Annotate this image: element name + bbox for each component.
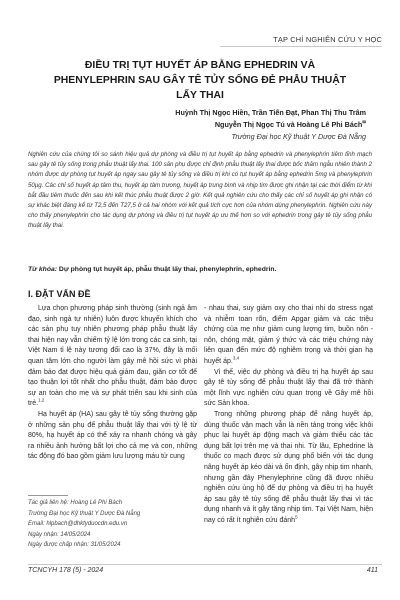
- paragraph-text: Trong những phương pháp để nâng huyết áp, dùng thuốc vận mạch vẫn là nền tảng trong việc khôi phục lại huyết áp động mạch và giảm thiểu các tác dụng bất lợi trên mẹ và thai nhi. Từ lâu, Ephedrine là thuốc co mạch được sử dụng phổ biến với tác dụng nâng huyết áp kéo dài và ổn định, gây nhịp tim nhanh, nhưng gần đây Phenylephrine cũng đã được nhiều nghiên cứu ủng hộ để dự phòng và điều trị hạ huyết áp sau gây tê tủy sống để phẫu thuật lấy thai vì tác dụng nhanh và ít gây tăng nhịp tim. Tại Việt Nam, hiện nay có rất ít nghiên cứu đánh: [204, 410, 373, 524]
- citation-ref: 3,4: [232, 355, 240, 361]
- header-divider: [220, 46, 382, 47]
- body-column-left: [28, 304, 197, 491]
- author-affiliation: Trường Đại học Kỹ thuật Y Dược Đà Nẵng: [231, 132, 366, 141]
- paragraph-text: - nhau thai, suy giảm oxy cho thai nhi do stress ngạt và nhiễm toan rõn, điểm Apgar giảm và các triệu chứng của mẹ như giảm cung lượng tim, buồn nôn - nôn, chóng mặt, giảm ý thức và các triệu chứng này liên quan đến mức độ nghiêm trọng và thời gian hạ huyết áp.: [204, 305, 373, 365]
- title-line: PHENYLEPHRIN SAU GÂY TÊ TỦY SỐNG ĐẺ PHẪU THUẬT: [53, 75, 347, 86]
- note-line: Email: hlpbach@dhktyduocdn.edu.vn: [28, 521, 128, 528]
- paragraph: [204, 304, 373, 368]
- author-list: [175, 107, 366, 131]
- page-number: 411: [366, 567, 378, 574]
- title-line: LẤY THAI: [176, 90, 224, 101]
- section-heading: I. ĐẶT VẤN ĐỀ: [28, 289, 91, 299]
- note-line: Tác giả liên hệ: Hoàng Lê Phi Bách: [28, 500, 123, 506]
- citation-ref: 1,2: [38, 398, 45, 404]
- corresponding-author-icon: ✉: [362, 119, 366, 125]
- footer-divider: [28, 564, 382, 565]
- correspondence-notes: [28, 498, 197, 551]
- author-line-1: Huỳnh Thị Ngọc Hiền, Trần Tiến Đạt, Phan Thị Thu Trâm: [175, 108, 366, 117]
- note-line: Trường Đại học Kỹ thuật Y Dược Đà Nẵng: [28, 510, 141, 517]
- body-column-right: [204, 304, 373, 578]
- abstract-text: Nghiên cứu của chúng tôi so sánh hiệu quả dự phòng và điều trị tụt huyết áp bằng ephedrin và phenylephrin tiêm tĩnh mạch sau gây tê tủy sống trong phẫu thuật lấy thai. 100 sản phụ được chỉ định phẫu thuật lấy thai được bốc thăm ngẫu nhiên thành 2 nhóm được dự phòng tụt huyết áp ngay sau gây tê tủy sống và điều trị khi có tụt huyết áp bằng ephedrin 5mg và phenylephrin 50µg. Các chỉ số huyết áp tâm thu, huyết áp tâm trương, huyết áp trung bình và nhịp tim được ghi nhận tại các thời điểm từ khi bắt đầu tiêm thuốc đến sau khi kết thúc phẫu thuật được 2 giờ. Kết quả nghiên cứu cho thấy các chỉ số huyết áp ghi nhận có sự khác biệt đáng kể từ T2,5 đến T27,5 ở cả hai nhóm với kết quả tích cực hơn của nhóm dùng phenylephrin. Nghiên cứu này cho thấy phenylephrin cho tác dụng dự phòng và điều trị tụt huyết áp ưu thế hơn so với ephedrin trong gây tê tủy sống phẫu thuật lấy thai.: [28, 151, 372, 230]
- paragraph: Hạ huyết áp (HA) sau gây tê tủy sống thường gặp ở những sản phụ để phẫu thuật lấy thai với tỷ lệ từ 80%, hạ huyết áp có thể xảy ra nhanh chóng và gây ra nhiều ảnh hưởng bất lợi cho cả mẹ và con, những tác động đó bao gồm giảm lưu lượng máu tử cung: [28, 410, 197, 461]
- paragraph: Vì thế, việc dự phòng và điều trị hạ huyết áp sau gây tê tủy sống để phẫu thuật lấy thai đã trở thành một lĩnh vực nghiên cứu quan trọng về Gây mê hồi sức Sản khoa.: [204, 368, 373, 408]
- title-line: ĐIỀU TRỊ TỤT HUYẾT ÁP BẰNG EPHEDRIN VÀ: [84, 60, 316, 71]
- journal-issue: TCNCYH 178 (5) - 2024: [28, 567, 104, 574]
- author-line-2-text: Nguyễn Thị Ngọc Tú và Hoàng Lê Phi Bách: [214, 120, 363, 129]
- note-line: Ngày được chấp nhận: 31/05/2024: [28, 542, 121, 549]
- footnote-divider: [28, 495, 68, 496]
- journal-section-header: TẠP CHÍ NGHIÊN CỨU Y HỌC: [273, 35, 382, 44]
- paragraph: [28, 304, 197, 410]
- author-line-2: [175, 119, 366, 131]
- citation-ref: 5: [295, 514, 298, 520]
- keywords: [28, 265, 372, 275]
- note-line: Ngày nhận: 14/05/2024: [28, 531, 91, 538]
- paragraph: [204, 410, 373, 527]
- article-title: [28, 58, 372, 103]
- paragraph-text: Lựa chọn phương pháp sinh thường (sinh ngả âm đạo, sinh ngả tự nhiên) luôn được khuyến khích cho các sản phụ tuy nhiên phương pháp phẫu thuật lấy thai hiện nay vẫn chiếm tỷ lệ lớn trong các ca sinh, tại Việt Nam tỉ lệ này tương đối cao là 37%, đây là mối quan tâm lớn cho người làm gây mê hồi sức vì phải đảm bảo đạt được hiệu quả giảm đau, giãn cơ tốt để tạo thuận lợi tốt nhất cho phẫu thuật, đảm bảo được sự an toàn cho mẹ và sự phát triển sau khi sinh của trẻ.: [28, 305, 197, 408]
- keywords-label: Từ khóa:: [28, 266, 58, 273]
- keywords-text: Dự phòng tụt huyết áp, phẫu thuật lấy thai, phenylephrin, ephedrin.: [58, 266, 277, 273]
